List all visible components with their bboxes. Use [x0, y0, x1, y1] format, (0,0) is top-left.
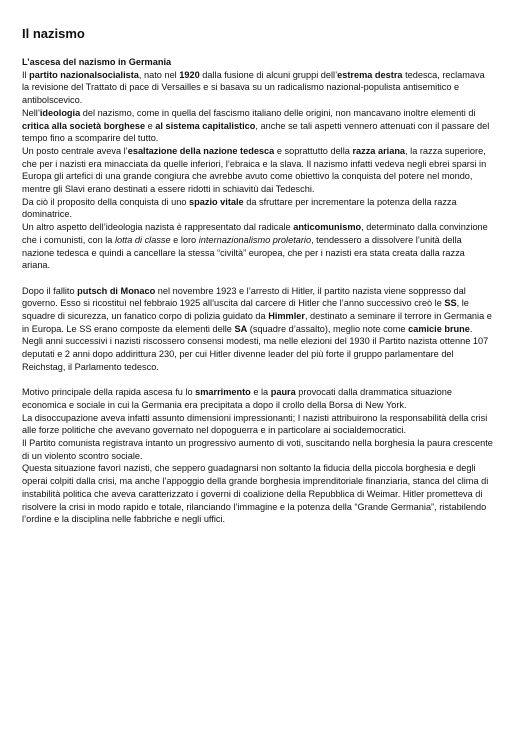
bold-text: critica alla società borghese [22, 120, 146, 131]
paragraph [22, 69, 494, 107]
bold-text: SS [444, 298, 457, 309]
text-run: , tendessero a dissolvere l’unità della nazione tedesca e quindi a cancellare la stessa “civiltà” europea, che per i nazisti era stata creata dalla razza ariana. [22, 234, 465, 271]
text-run: e soprattutto della [274, 145, 353, 156]
bold-text: al sistema capitalistico [155, 120, 256, 131]
paragraph [22, 335, 494, 373]
text-run: provocati dalla drammatica situazione economica e sociale in cui la Germania era precipitata a dopo il crollo della Borsa di New York. [22, 387, 453, 410]
paragraph [22, 285, 494, 336]
bold-text: camicie brune [408, 323, 470, 334]
text-run: nel novembre 1923 e l’arresto di Hitler, il partito nazista viene soppresso dal governo. Esso si ricostituì nel febbraio 1925 all’uscita dal carcere di Hitler che l’anno successivo creò le [22, 285, 466, 309]
paragraph [22, 196, 494, 221]
text-run: Dopo il fallito [22, 285, 78, 296]
text-run: La disoccupazione aveva infatti assunto dimensioni impressionanti; I nazisti attribuirono la responsabilità della crisi alle forze politiche che avevano governato nel dopoguerra e in particolare ai socialdemocratici. [22, 412, 488, 436]
text-run: . [469, 323, 473, 334]
text-run: Negli anni successivi i nazisti riscossero consensi modesti, ma nelle elezioni del 1930 il Partito nazista ottenne 107 deputati e 2 anni dopo addirittura 230, per cui Hitler divenne leader del più forte il gruppo parlamentare del Reichstag, il Parlamento tedesco. [22, 336, 489, 372]
bold-text: estrema destra [337, 69, 403, 80]
text-run: e loro [170, 234, 199, 245]
bold-text: smarrimento [195, 387, 251, 398]
paragraph [22, 107, 494, 145]
paragraph [22, 462, 494, 526]
text-run: Nell’ [22, 107, 40, 118]
paragraph-gap [22, 272, 494, 285]
text-run: Il Partito comunista registrava intanto un progressivo aumento di voti, suscitando nella borghesia la paura crescente di un violento scontro sociale. [22, 438, 493, 461]
section-subtitle: L’ascesa del nazismo in Germania [22, 57, 172, 67]
paragraph-gap [22, 374, 494, 387]
text-run: (squadre d’assalto), meglio note come [247, 323, 409, 334]
text-run: Il [22, 69, 30, 80]
page-title: Il nazismo [22, 26, 85, 41]
text-run: Un altro aspetto dell’ideologia nazista è rappresentato dal radicale [22, 222, 294, 233]
bold-text: spazio vitale [189, 196, 244, 207]
text-run: Motivo principale della rapida ascesa fu lo [22, 387, 196, 398]
bold-text: esaltazione della nazione tedesca [127, 145, 275, 156]
italic-text: internazionalismo proletario [198, 234, 312, 245]
text-run: tedesca, reclamava la revisione del Trattato di pace di Versailles e si basava su un radicalismo nazional-populista antisemitico e antibolscevico. [22, 69, 485, 106]
bold-text: 1920 [179, 69, 200, 80]
text-run: , la razza superiore, che per i nazisti era minacciata da quelle inferiori, l’ebraica e la slava. Il nazismo infatti vedeva negli ebrei sparsi in Europa gli artefici di una grande congiura che avrebbe avuto come obiettivo la conquista del potere nel mondo, mentre gli Slavi erano destinati a essere ridotti in schiavitù dai Tedeschi. [22, 145, 487, 195]
text-run: Questa situazione favorì nazisti, che seppero guadagnarsi non soltanto la fiducia della piccola borghesia e degli operai colpiti dalla crisi, ma anche l’appoggio della grande borghesia imprenditoriale finanziaria, stanca del clima di instabilità politica che aveva caratterizzato i governi di coalizione della Repubblica di Weimar. Hitler prometteva di risolvere la crisi in modo rapido e totale, rilanciando l’immagine e la potenza della “Grande Germania”, ristabilendo l’ordine e la disciplina nelle fabbriche e negli uffici. [22, 463, 489, 525]
paragraph [22, 437, 494, 462]
body-text [22, 69, 494, 526]
italic-text: lotta di classe [114, 234, 171, 245]
bold-text: putsch di Monaco [77, 285, 156, 296]
paragraph [22, 145, 494, 196]
text-run: , nato nel [138, 69, 180, 80]
text-run: , anche se tali aspetti vennero attenuati con il passare del tempo fino a scomparire del tutto. [22, 120, 490, 144]
text-run: dalla fusione di alcuni gruppi dell’ [199, 69, 338, 80]
text-run: e la [250, 387, 271, 398]
paragraph [22, 386, 494, 411]
bold-text: anticomunismo [293, 222, 362, 233]
text-run: , le squadre di sicurezza, un fanatico corpo di polizia guidato da [22, 298, 469, 322]
bold-text: partito nazionalsocialista [29, 69, 139, 80]
text-run: , determinato dalla convinzione che i comunisti, con la [22, 222, 488, 245]
text-run: Un posto centrale aveva l’ [22, 145, 128, 156]
bold-text: razza ariana [352, 145, 406, 156]
paragraph [22, 412, 494, 437]
text-run: , destinato a seminare il terrore in Germania e in Europa. Le SS erano composte da elementi delle [22, 311, 492, 334]
bold-text: Himmler [268, 311, 305, 322]
text-run: e [145, 120, 156, 131]
text-run: del nazismo, come in quella del fascismo italiano delle origini, non mancavano inoltre elementi di [80, 107, 476, 118]
text-run: da sfruttare per incrementare la potenza della razza dominatrice. [22, 196, 457, 220]
bold-text: ideologia [39, 107, 81, 118]
paragraph [22, 221, 494, 272]
text-run: Da ciò il proposito della conquista di uno [22, 196, 190, 207]
bold-text: SA [234, 323, 248, 334]
bold-text: paura [270, 387, 296, 398]
